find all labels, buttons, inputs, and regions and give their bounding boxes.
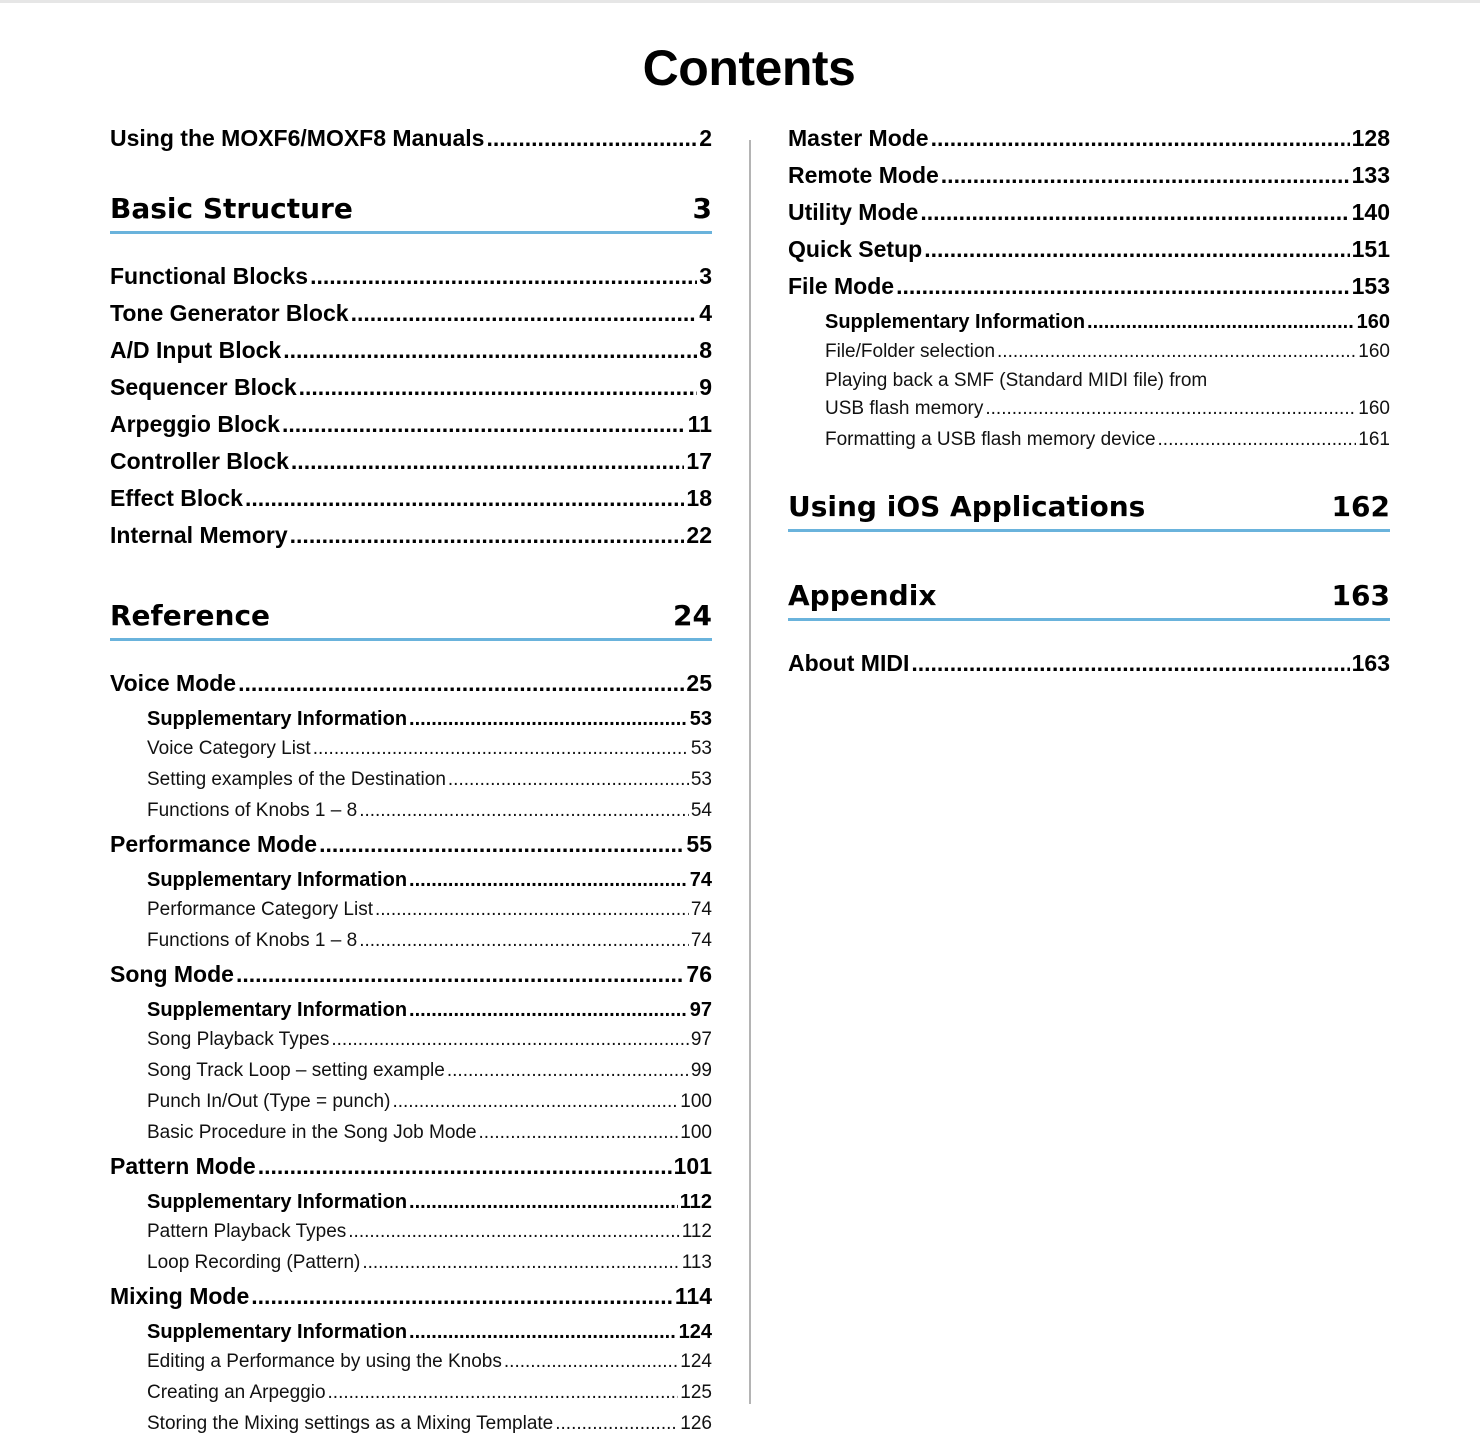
toc-entry-label: Supplementary Information xyxy=(147,708,408,730)
toc-subentry[interactable] xyxy=(788,367,1390,424)
dot-leader xyxy=(504,1346,678,1377)
dot-leader xyxy=(409,993,688,1027)
toc-subentry[interactable] xyxy=(110,894,712,925)
section-title: Basic Structure xyxy=(110,192,353,225)
dot-leader xyxy=(479,1117,679,1148)
toc-subentry[interactable] xyxy=(110,795,712,826)
toc-subentry[interactable] xyxy=(110,1117,712,1148)
toc-entry[interactable] xyxy=(110,443,712,480)
toc-entry-page: 126 xyxy=(680,1413,712,1434)
toc-entry-label: Punch In/Out (Type = punch) xyxy=(147,1091,391,1112)
toc-entry-page: 160 xyxy=(1358,398,1390,419)
section-page: 162 xyxy=(1331,490,1390,523)
toc-entry-page: 100 xyxy=(680,1122,712,1143)
toc-entry-label: Song Mode xyxy=(110,961,234,987)
section-heading[interactable] xyxy=(788,485,1390,532)
toc-entry-label: Remote Mode xyxy=(788,162,939,188)
toc-entry-label: Effect Block xyxy=(110,485,243,511)
dot-leader xyxy=(985,395,1356,423)
toc-entry-label: Supplementary Information xyxy=(147,1191,408,1213)
toc-entry-label: File/Folder selection xyxy=(825,341,996,362)
toc-subentry[interactable] xyxy=(110,1346,712,1377)
toc-entry-page: 100 xyxy=(680,1091,712,1112)
dot-leader xyxy=(409,702,688,736)
dot-leader xyxy=(555,1408,678,1439)
dot-leader xyxy=(291,443,684,480)
toc-entry-page: 2 xyxy=(699,125,712,151)
toc-entry[interactable] xyxy=(110,665,712,702)
toc-entry[interactable] xyxy=(110,369,712,406)
toc-entry-label: Functional Blocks xyxy=(110,263,309,289)
toc-entry-label: USB flash memory xyxy=(825,398,984,419)
toc-entry[interactable] xyxy=(788,645,1390,682)
toc-entry-label: A/D Input Block xyxy=(110,337,282,363)
dot-leader xyxy=(941,157,1350,194)
toc-entry-page: 55 xyxy=(686,831,712,857)
dot-leader xyxy=(409,863,688,897)
toc-entry-page: 128 xyxy=(1351,125,1390,151)
toc-subentry[interactable] xyxy=(788,424,1390,455)
toc-entry-page: 4 xyxy=(699,300,712,326)
toc-entry-label: Song Playback Types xyxy=(147,1029,330,1050)
toc-entry-page: 74 xyxy=(690,899,712,920)
dot-leader xyxy=(290,517,685,554)
toc-entry-label: Editing a Performance by using the Knobs xyxy=(147,1351,502,1372)
toc-entry-label: File Mode xyxy=(788,273,895,299)
toc-entry-page: 74 xyxy=(690,930,712,951)
toc-subentry[interactable] xyxy=(788,336,1390,367)
toc-entry-label: Creating an Arpeggio xyxy=(147,1382,326,1403)
dot-leader xyxy=(392,1086,678,1117)
toc-entry-label: Supplementary Information xyxy=(147,999,408,1021)
toc-entry-page: 112 xyxy=(681,1221,712,1242)
toc-entry-page: 125 xyxy=(680,1382,712,1403)
toc-entry-page: 151 xyxy=(1351,236,1390,262)
toc-entry-page: 114 xyxy=(674,1283,712,1309)
dot-leader xyxy=(331,1024,688,1055)
toc-entry[interactable] xyxy=(788,268,1390,305)
toc-entry-label: Voice Category List xyxy=(147,738,311,759)
dot-leader xyxy=(359,925,689,956)
toc-entry-label: Quick Setup xyxy=(788,236,923,262)
toc-entry-page: 97 xyxy=(689,999,712,1021)
toc-entry-label: Voice Mode xyxy=(110,670,237,696)
toc-entry-label: Tone Generator Block xyxy=(110,300,349,326)
toc-subentry[interactable] xyxy=(110,863,712,894)
toc-entry-label: Controller Block xyxy=(110,448,289,474)
toc-entry-label: Utility Mode xyxy=(788,199,919,225)
toc-entry[interactable] xyxy=(110,480,712,517)
toc-entry-page: 9 xyxy=(699,374,712,400)
dot-leader xyxy=(238,665,684,702)
dot-leader xyxy=(299,369,698,406)
toc-subentry[interactable] xyxy=(110,993,712,1024)
toc-entry-label: Supplementary Information xyxy=(147,1321,408,1343)
dot-leader xyxy=(997,336,1356,367)
toc-entry-page: 124 xyxy=(680,1351,712,1372)
toc-entry-label: Sequencer Block xyxy=(110,374,297,400)
dot-leader xyxy=(409,1185,678,1219)
toc-entry-label: Functions of Knobs 1 – 8 xyxy=(147,800,358,821)
dot-leader xyxy=(447,1055,689,1086)
toc-entry-page: 97 xyxy=(690,1029,712,1050)
toc-subentry[interactable] xyxy=(788,305,1390,336)
dot-leader xyxy=(931,120,1350,157)
toc-entry[interactable] xyxy=(788,231,1390,268)
section-heading[interactable] xyxy=(110,187,712,234)
toc-entry-page: 22 xyxy=(686,522,712,548)
toc-subentry[interactable] xyxy=(110,1086,712,1117)
toc-entry-label: Formatting a USB flash memory device xyxy=(825,429,1156,450)
toc-entry-page: 53 xyxy=(690,769,712,790)
dot-leader xyxy=(1158,424,1357,455)
toc-entry-page: 3 xyxy=(699,263,712,289)
toc-entry-label: Supplementary Information xyxy=(147,869,408,891)
toc-entry-label: Internal Memory xyxy=(110,522,288,548)
toc-entry-label: Pattern Playback Types xyxy=(147,1221,347,1242)
page-title: Contents xyxy=(642,40,856,96)
toc-entry-page: 161 xyxy=(1358,429,1390,450)
toc-entry-page: 54 xyxy=(690,800,712,821)
toc-entry-label: Supplementary Information xyxy=(825,311,1086,333)
toc-entry[interactable] xyxy=(110,1278,712,1315)
toc-entry-page: 74 xyxy=(689,869,712,891)
toc-entry[interactable] xyxy=(110,406,712,443)
dot-leader xyxy=(920,194,1349,231)
toc-entry[interactable] xyxy=(110,332,712,369)
toc-subentry[interactable] xyxy=(110,1185,712,1216)
toc-subentry[interactable] xyxy=(110,925,712,956)
toc-entry-page: 160 xyxy=(1356,311,1390,333)
dot-leader xyxy=(409,1315,677,1349)
dot-leader xyxy=(236,956,684,993)
toc-entry-label: Master Mode xyxy=(788,125,929,151)
toc-entry-page: 101 xyxy=(673,1153,712,1179)
toc-entry-label: Mixing Mode xyxy=(110,1283,250,1309)
toc-entry[interactable] xyxy=(788,157,1390,194)
toc-entry[interactable] xyxy=(788,120,1390,157)
toc-entry-label: Arpeggio Block xyxy=(110,411,280,437)
toc-entry[interactable] xyxy=(110,295,712,332)
toc-entry-page: 160 xyxy=(1358,341,1390,362)
toc-entry-label: Playing back a SMF (Standard MIDI file) from xyxy=(825,370,1208,391)
dot-leader xyxy=(282,406,686,443)
dot-leader xyxy=(328,1377,679,1408)
toc-entry[interactable] xyxy=(788,194,1390,231)
section-heading[interactable] xyxy=(110,594,712,641)
dot-leader xyxy=(1087,305,1355,339)
toc-subentry[interactable] xyxy=(110,733,712,764)
toc-entry-label: Using the MOXF6/MOXF8 Manuals xyxy=(110,125,485,151)
section-title: Using iOS Applications xyxy=(788,490,1146,523)
top-border xyxy=(0,0,1480,3)
toc-entry[interactable] xyxy=(110,1148,712,1185)
dot-leader xyxy=(283,332,697,369)
toc-subentry[interactable] xyxy=(110,1247,712,1278)
section-page: 163 xyxy=(1331,579,1390,612)
toc-entry[interactable] xyxy=(110,826,712,863)
dot-leader xyxy=(362,1247,679,1278)
dot-leader xyxy=(313,733,689,764)
toc-entry-page: 8 xyxy=(699,337,712,363)
toc-entry[interactable] xyxy=(110,258,712,295)
toc-entry-page: 140 xyxy=(1351,199,1390,225)
toc-entry-page: 53 xyxy=(689,708,712,730)
section-page: 24 xyxy=(673,599,712,632)
toc-entry-label: About MIDI xyxy=(788,650,910,676)
toc-entry-label: Basic Procedure in the Song Job Mode xyxy=(147,1122,477,1143)
column-divider xyxy=(749,140,751,1404)
toc-entry-page: 112 xyxy=(679,1191,712,1213)
toc-entry-label: Functions of Knobs 1 – 8 xyxy=(147,930,358,951)
dot-leader xyxy=(375,894,689,925)
toc-entry-label: Song Track Loop – setting example xyxy=(147,1060,445,1081)
toc-entry-page: 18 xyxy=(686,485,712,511)
toc-entry-page: 133 xyxy=(1351,162,1390,188)
toc-subentry[interactable] xyxy=(110,702,712,733)
toc-entry-page: 76 xyxy=(686,961,712,987)
toc-entry-page: 11 xyxy=(687,411,712,437)
dot-leader xyxy=(319,826,684,863)
dot-leader xyxy=(351,295,698,332)
dot-leader xyxy=(924,231,1349,268)
toc-subentry[interactable] xyxy=(110,1315,712,1346)
toc-subentry[interactable] xyxy=(110,1216,712,1247)
section-page: 3 xyxy=(692,192,712,225)
dot-leader xyxy=(448,764,689,795)
toc-entry-label: Performance Mode xyxy=(110,831,318,857)
dot-leader xyxy=(348,1216,679,1247)
dot-leader xyxy=(359,795,689,826)
dot-leader xyxy=(245,480,684,517)
toc-subentry[interactable] xyxy=(110,1377,712,1408)
toc-entry-page: 25 xyxy=(686,670,712,696)
toc-entry[interactable] xyxy=(110,120,712,157)
dot-leader xyxy=(251,1278,673,1315)
dot-leader xyxy=(258,1148,672,1185)
toc-entry-label: Performance Category List xyxy=(147,899,373,920)
toc-entry-page: 17 xyxy=(686,448,712,474)
section-title: Appendix xyxy=(788,579,937,612)
dot-leader xyxy=(486,120,697,157)
toc-left-column xyxy=(110,120,712,1439)
toc-entry-label: Pattern Mode xyxy=(110,1153,256,1179)
toc-entry[interactable] xyxy=(110,517,712,554)
toc-subentry[interactable] xyxy=(110,1408,712,1439)
toc-subentry[interactable] xyxy=(110,1024,712,1055)
toc-entry-continuation xyxy=(825,395,1390,424)
toc-entry-page: 99 xyxy=(690,1060,712,1081)
toc-entry-label: Loop Recording (Pattern) xyxy=(147,1252,361,1273)
toc-entry[interactable] xyxy=(110,956,712,993)
toc-entry-page: 163 xyxy=(1351,650,1390,676)
toc-entry-page: 153 xyxy=(1351,273,1390,299)
dot-leader xyxy=(896,268,1350,305)
toc-entry-page: 124 xyxy=(678,1321,712,1343)
toc-entry-label: Storing the Mixing settings as a Mixing Template xyxy=(147,1413,554,1434)
toc-right-column xyxy=(788,120,1390,682)
toc-entry-page: 53 xyxy=(690,738,712,759)
section-title: Reference xyxy=(110,599,271,632)
toc-subentry[interactable] xyxy=(110,764,712,795)
dot-leader xyxy=(310,258,697,295)
dot-leader xyxy=(911,645,1349,682)
toc-entry-page: 113 xyxy=(681,1252,712,1273)
toc-subentry[interactable] xyxy=(110,1055,712,1086)
toc-entry-label: Setting examples of the Destination xyxy=(147,769,446,790)
section-heading[interactable] xyxy=(788,574,1390,621)
